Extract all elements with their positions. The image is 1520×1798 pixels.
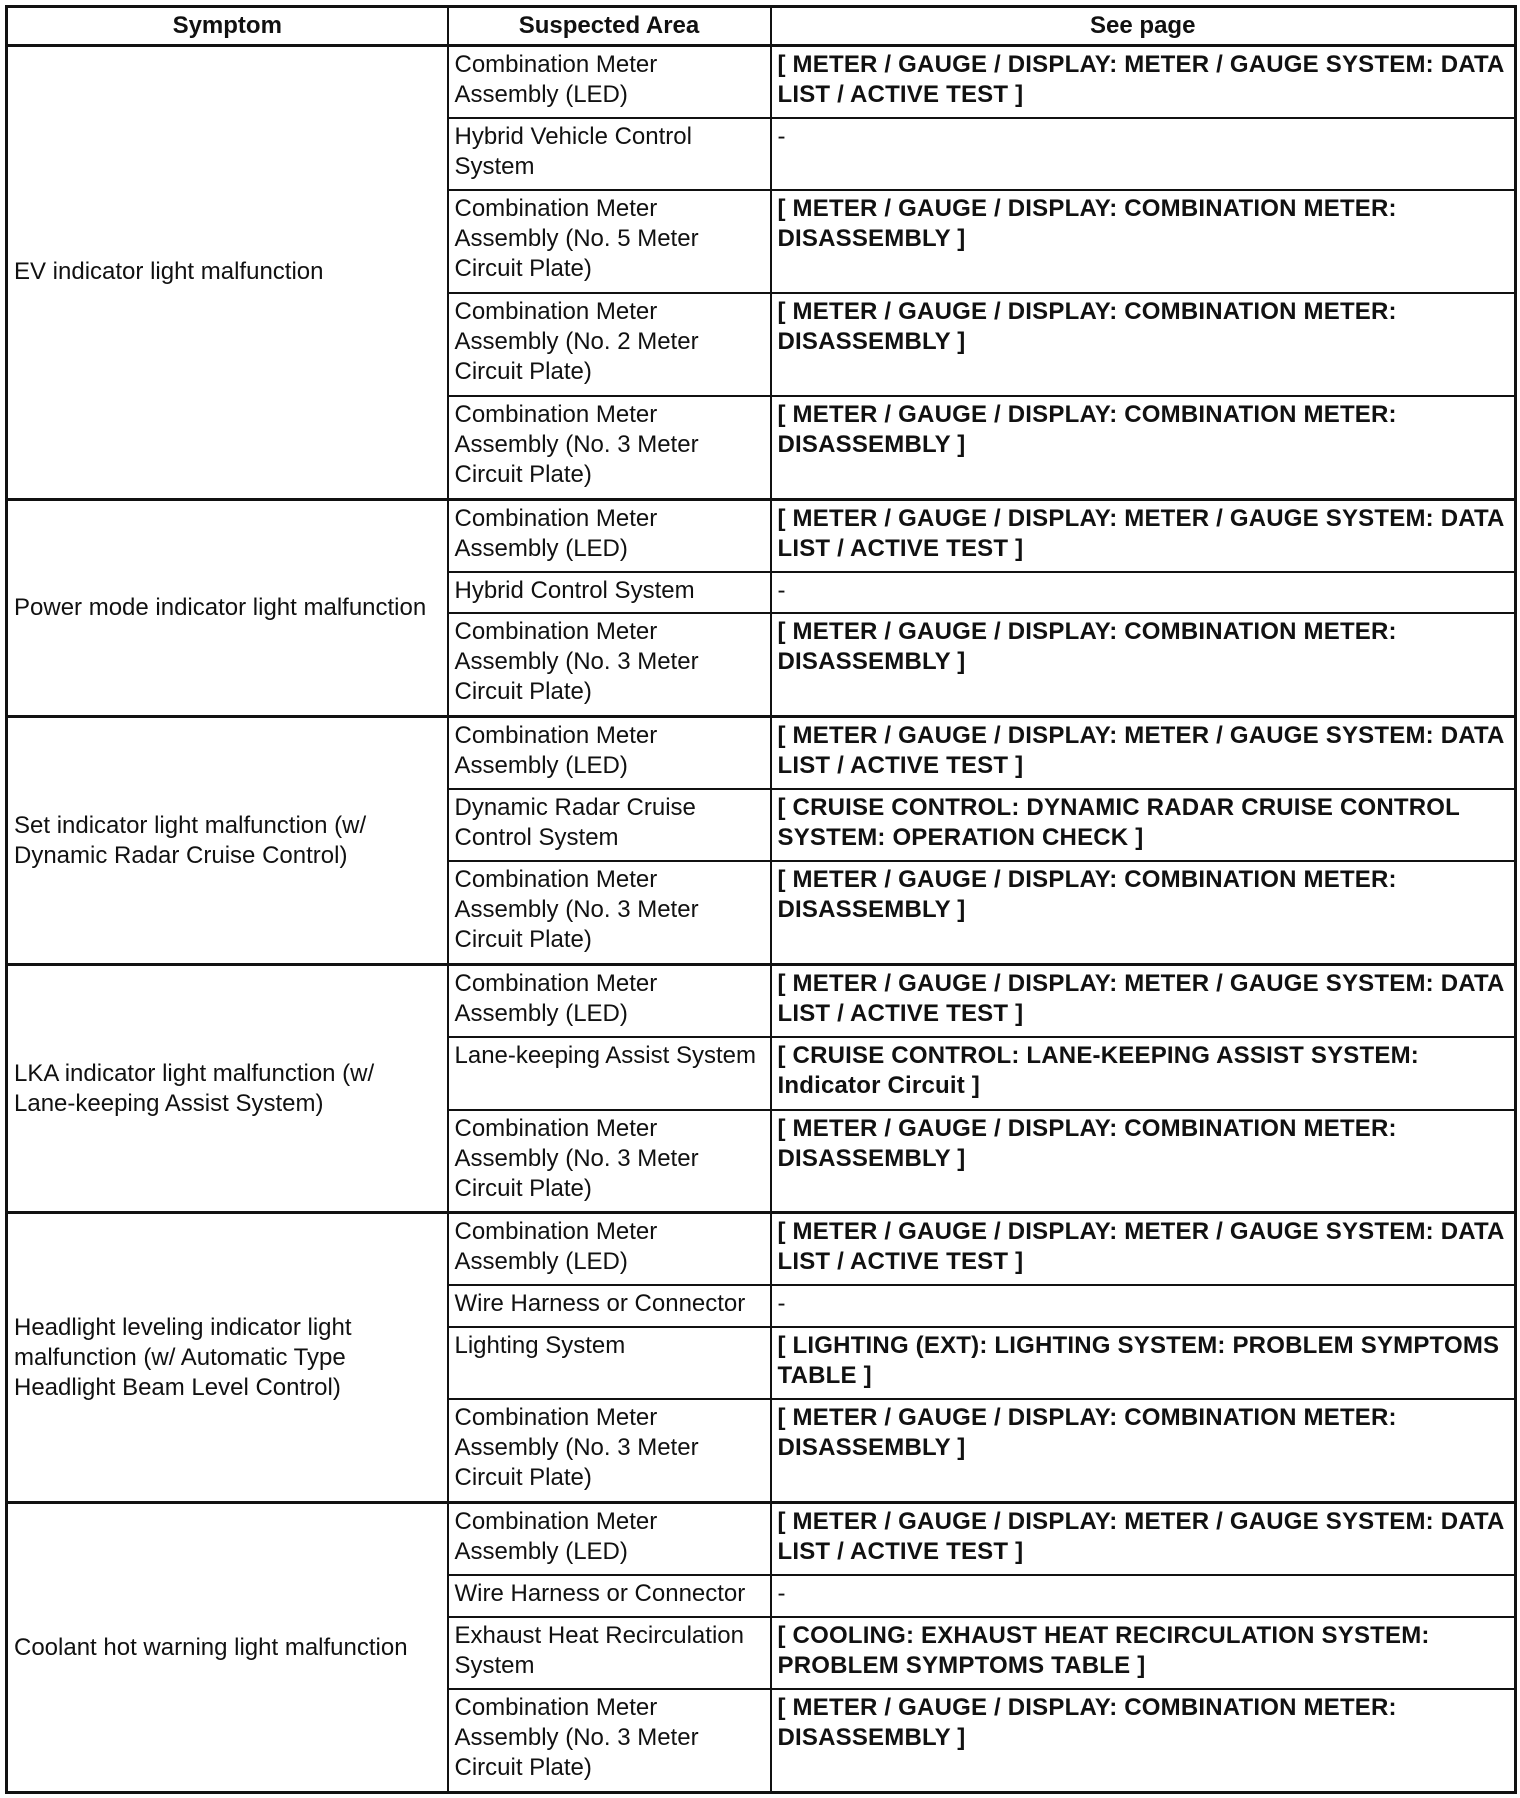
see-page-cell: - — [771, 118, 1516, 190]
symptom-cell: Headlight leveling indicator light malfunction (w/ Automatic Type Headlight Beam Level Control) — [7, 1213, 448, 1503]
symptom-cell: Set indicator light malfunction (w/ Dynamic Radar Cruise Control) — [7, 717, 448, 965]
symptom-cell: EV indicator light malfunction — [7, 46, 448, 500]
suspected-area-cell: Combination Meter Assembly (LED) — [448, 1213, 771, 1286]
table-row — [7, 965, 1516, 1038]
see-page-cell: - — [771, 1575, 1516, 1617]
see-page-cell: [ CRUISE CONTROL: LANE-KEEPING ASSIST SYSTEM: Indicator Circuit ] — [771, 1037, 1516, 1109]
header-symptom: Symptom — [7, 7, 448, 46]
suspected-area-cell: Hybrid Control System — [448, 572, 771, 614]
see-page-cell: [ METER / GAUGE / DISPLAY: METER / GAUGE SYSTEM: DATA LIST / ACTIVE TEST ] — [771, 1213, 1516, 1286]
see-page-cell: [ METER / GAUGE / DISPLAY: METER / GAUGE SYSTEM: DATA LIST / ACTIVE TEST ] — [771, 46, 1516, 119]
suspected-area-cell: Hybrid Vehicle Control System — [448, 118, 771, 190]
problem-symptoms-table — [5, 5, 1517, 1794]
see-page-cell: [ METER / GAUGE / DISPLAY: COMBINATION METER: DISASSEMBLY ] — [771, 190, 1516, 293]
suspected-area-cell: Combination Meter Assembly (LED) — [448, 46, 771, 119]
suspected-area-cell: Wire Harness or Connector — [448, 1285, 771, 1327]
suspected-area-cell: Combination Meter Assembly (LED) — [448, 965, 771, 1038]
see-page-cell: [ METER / GAUGE / DISPLAY: METER / GAUGE SYSTEM: DATA LIST / ACTIVE TEST ] — [771, 1503, 1516, 1576]
table-row — [7, 499, 1516, 572]
table-row — [7, 46, 1516, 119]
suspected-area-cell: Combination Meter Assembly (LED) — [448, 1503, 771, 1576]
see-page-cell: [ CRUISE CONTROL: DYNAMIC RADAR CRUISE CONTROL SYSTEM: OPERATION CHECK ] — [771, 789, 1516, 861]
see-page-cell: [ METER / GAUGE / DISPLAY: COMBINATION METER: DISASSEMBLY ] — [771, 1110, 1516, 1213]
suspected-area-cell: Combination Meter Assembly (No. 3 Meter Circuit Plate) — [448, 613, 771, 716]
suspected-area-cell: Combination Meter Assembly (No. 5 Meter Circuit Plate) — [448, 190, 771, 293]
see-page-cell: [ METER / GAUGE / DISPLAY: METER / GAUGE SYSTEM: DATA LIST / ACTIVE TEST ] — [771, 717, 1516, 790]
table-row — [7, 1503, 1516, 1576]
see-page-cell: [ LIGHTING (EXT): LIGHTING SYSTEM: PROBLEM SYMPTOMS TABLE ] — [771, 1327, 1516, 1399]
see-page-cell: [ METER / GAUGE / DISPLAY: COMBINATION METER: DISASSEMBLY ] — [771, 396, 1516, 499]
suspected-area-cell: Combination Meter Assembly (No. 2 Meter Circuit Plate) — [448, 293, 771, 396]
problem-symptoms-table-container — [5, 5, 1514, 1794]
table-header-row — [7, 7, 1516, 46]
suspected-area-cell: Combination Meter Assembly (No. 3 Meter Circuit Plate) — [448, 1689, 771, 1792]
suspected-area-cell: Lane-keeping Assist System — [448, 1037, 771, 1109]
see-page-cell: [ METER / GAUGE / DISPLAY: COMBINATION METER: DISASSEMBLY ] — [771, 1689, 1516, 1792]
suspected-area-cell: Exhaust Heat Recirculation System — [448, 1617, 771, 1689]
suspected-area-cell: Combination Meter Assembly (No. 3 Meter Circuit Plate) — [448, 396, 771, 499]
header-see-page: See page — [771, 7, 1516, 46]
table-row — [7, 717, 1516, 790]
see-page-cell: [ METER / GAUGE / DISPLAY: COMBINATION METER: DISASSEMBLY ] — [771, 293, 1516, 396]
suspected-area-cell: Combination Meter Assembly (No. 3 Meter Circuit Plate) — [448, 861, 771, 964]
symptom-cell: Power mode indicator light malfunction — [7, 499, 448, 717]
see-page-cell: [ COOLING: EXHAUST HEAT RECIRCULATION SYSTEM: PROBLEM SYMPTOMS TABLE ] — [771, 1617, 1516, 1689]
suspected-area-cell: Lighting System — [448, 1327, 771, 1399]
table-row — [7, 1213, 1516, 1286]
suspected-area-cell: Combination Meter Assembly (No. 3 Meter Circuit Plate) — [448, 1399, 771, 1502]
see-page-cell: [ METER / GAUGE / DISPLAY: COMBINATION METER: DISASSEMBLY ] — [771, 1399, 1516, 1502]
see-page-cell: - — [771, 1285, 1516, 1327]
see-page-cell: - — [771, 572, 1516, 614]
see-page-cell: [ METER / GAUGE / DISPLAY: COMBINATION METER: DISASSEMBLY ] — [771, 861, 1516, 964]
suspected-area-cell: Combination Meter Assembly (LED) — [448, 499, 771, 572]
see-page-cell: [ METER / GAUGE / DISPLAY: METER / GAUGE SYSTEM: DATA LIST / ACTIVE TEST ] — [771, 965, 1516, 1038]
suspected-area-cell: Combination Meter Assembly (No. 3 Meter Circuit Plate) — [448, 1110, 771, 1213]
symptom-cell: Coolant hot warning light malfunction — [7, 1503, 448, 1793]
suspected-area-cell: Wire Harness or Connector — [448, 1575, 771, 1617]
see-page-cell: [ METER / GAUGE / DISPLAY: METER / GAUGE SYSTEM: DATA LIST / ACTIVE TEST ] — [771, 499, 1516, 572]
see-page-cell: [ METER / GAUGE / DISPLAY: COMBINATION METER: DISASSEMBLY ] — [771, 613, 1516, 716]
suspected-area-cell: Combination Meter Assembly (LED) — [448, 717, 771, 790]
symptom-cell: LKA indicator light malfunction (w/ Lane-keeping Assist System) — [7, 965, 448, 1213]
header-suspected-area: Suspected Area — [448, 7, 771, 46]
suspected-area-cell: Dynamic Radar Cruise Control System — [448, 789, 771, 861]
